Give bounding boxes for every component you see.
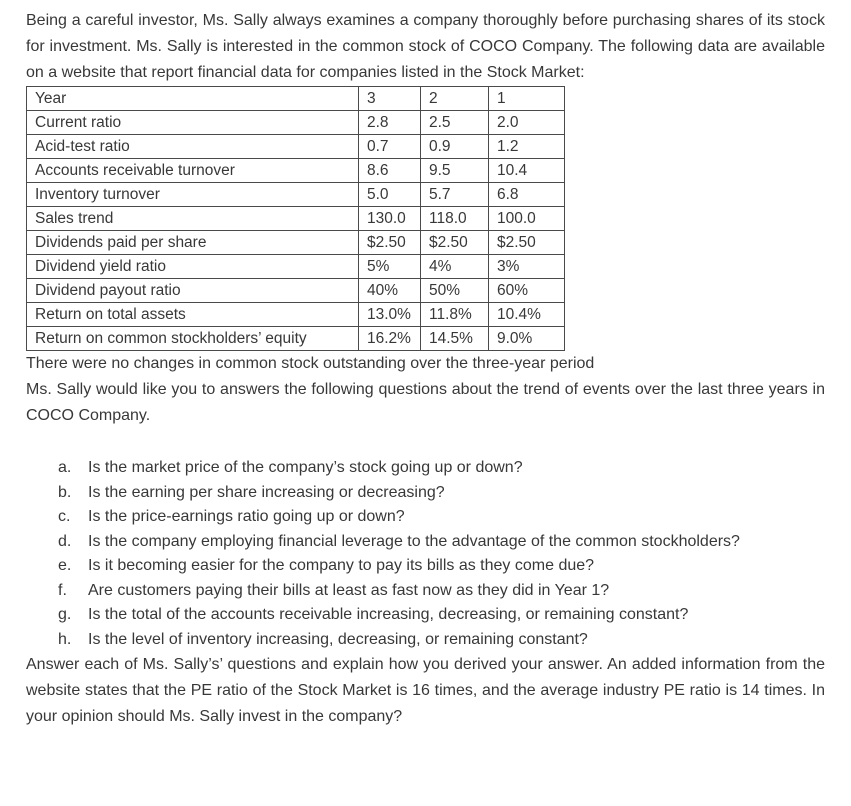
table-row — [27, 135, 565, 159]
cell: 2.5 — [421, 111, 489, 135]
question-text: Is the earning per share increasing or decreasing? — [88, 483, 445, 501]
header-year-3: 3 — [359, 87, 421, 111]
row-label: Dividend yield ratio — [27, 255, 359, 279]
cell: 0.9 — [421, 135, 489, 159]
cell: $2.50 — [359, 231, 421, 255]
list-item — [58, 628, 825, 653]
question-letter: b. — [58, 483, 72, 501]
question-text: Is it becoming easier for the company to pay its bills as they come due? — [88, 557, 595, 574]
cell: 5.0 — [359, 183, 421, 207]
cell: 8.6 — [359, 159, 421, 183]
questions-list — [58, 456, 825, 652]
question-letter: c. — [58, 508, 71, 525]
row-label: Dividends paid per share — [27, 231, 359, 255]
cell: 11.8% — [421, 303, 489, 327]
cell: 16.2% — [359, 327, 421, 351]
table-row — [27, 183, 565, 207]
cell: 2.8 — [359, 111, 421, 135]
table-row — [27, 111, 565, 135]
row-label: Dividend payout ratio — [27, 279, 359, 303]
list-item — [58, 456, 825, 481]
cell: 3% — [489, 255, 565, 279]
row-label: Accounts receivable turnover — [27, 159, 359, 183]
question-letter: e. — [58, 557, 72, 574]
cell: 100.0 — [489, 207, 565, 231]
list-item — [58, 554, 825, 579]
question-letter: f. — [58, 581, 67, 599]
cell: $2.50 — [421, 231, 489, 255]
list-item — [58, 530, 825, 555]
table-row — [27, 279, 565, 303]
header-year-1: 1 — [489, 87, 565, 111]
cell: 4% — [421, 255, 489, 279]
cell: 1.2 — [489, 135, 565, 159]
cell: 2.0 — [489, 111, 565, 135]
cell: 50% — [421, 279, 489, 303]
intro-paragraph: Being a careful investor, Ms. Sally always examines a company thoroughly before purchasing shares of its stock for investment. Ms. Sally is interested in the common stock of COCO Company. The following data are available on a website that report financial data for companies listed in the Stock Market: — [26, 12, 825, 81]
cell: 14.5% — [421, 327, 489, 351]
closing-paragraph: Answer each of Ms. Sally’s’ questions and explain how you derived your answer. An added information from the website states that the PE ratio of the Stock Market is 16 times, and the average industry PE ratio is 14 times. In your opinion should Ms. Sally invest in the company? — [26, 656, 825, 725]
cell: 10.4% — [489, 303, 565, 327]
question-text: Is the level of inventory increasing, decreasing, or remaining constant? — [88, 630, 588, 648]
table-row — [27, 255, 565, 279]
cell: 130.0 — [359, 207, 421, 231]
table-row — [27, 303, 565, 327]
table-row — [27, 231, 565, 255]
row-label: Sales trend — [27, 207, 359, 231]
question-text: Is the total of the accounts receivable increasing, decreasing, or remaining constant? — [88, 606, 689, 623]
question-text: Is the price-earnings ratio going up or down? — [88, 508, 405, 525]
cell: 118.0 — [421, 207, 489, 231]
list-item — [58, 481, 825, 506]
cell: 0.7 — [359, 135, 421, 159]
cell: 5.7 — [421, 183, 489, 207]
question-letter: g. — [58, 606, 72, 623]
cell: 40% — [359, 279, 421, 303]
cell: 60% — [489, 279, 565, 303]
table-header-row — [27, 87, 565, 111]
list-item — [58, 603, 825, 628]
question-letter: a. — [58, 459, 72, 476]
question-text: Are customers paying their bills at least as fast now as they did in Year 1? — [88, 581, 610, 599]
note-paragraph: There were no changes in common stock outstanding over the three-year period — [26, 355, 595, 372]
request-paragraph: Ms. Sally would like you to answers the following questions about the trend of events over the last three years in COCO Company. — [26, 381, 825, 424]
cell: 9.5 — [421, 159, 489, 183]
table-row — [27, 207, 565, 231]
financial-data-table — [26, 86, 565, 351]
list-item — [58, 505, 825, 530]
header-year-2: 2 — [421, 87, 489, 111]
question-letter: h. — [58, 630, 72, 648]
row-label: Return on total assets — [27, 303, 359, 327]
cell: 9.0% — [489, 327, 565, 351]
table-row — [27, 327, 565, 351]
row-label: Current ratio — [27, 111, 359, 135]
cell: $2.50 — [489, 231, 565, 255]
row-label: Acid-test ratio — [27, 135, 359, 159]
cell: 5% — [359, 255, 421, 279]
table-row — [27, 159, 565, 183]
question-text: Is the market price of the company’s stock going up or down? — [88, 459, 523, 476]
cell: 6.8 — [489, 183, 565, 207]
row-label: Return on common stockholders’ equity — [27, 327, 359, 351]
row-label: Inventory turnover — [27, 183, 359, 207]
header-label: Year — [27, 87, 359, 111]
question-letter: d. — [58, 532, 72, 550]
cell: 10.4 — [489, 159, 565, 183]
cell: 13.0% — [359, 303, 421, 327]
question-text: Is the company employing financial leverage to the advantage of the common stockholders? — [88, 532, 740, 550]
list-item — [58, 579, 825, 604]
